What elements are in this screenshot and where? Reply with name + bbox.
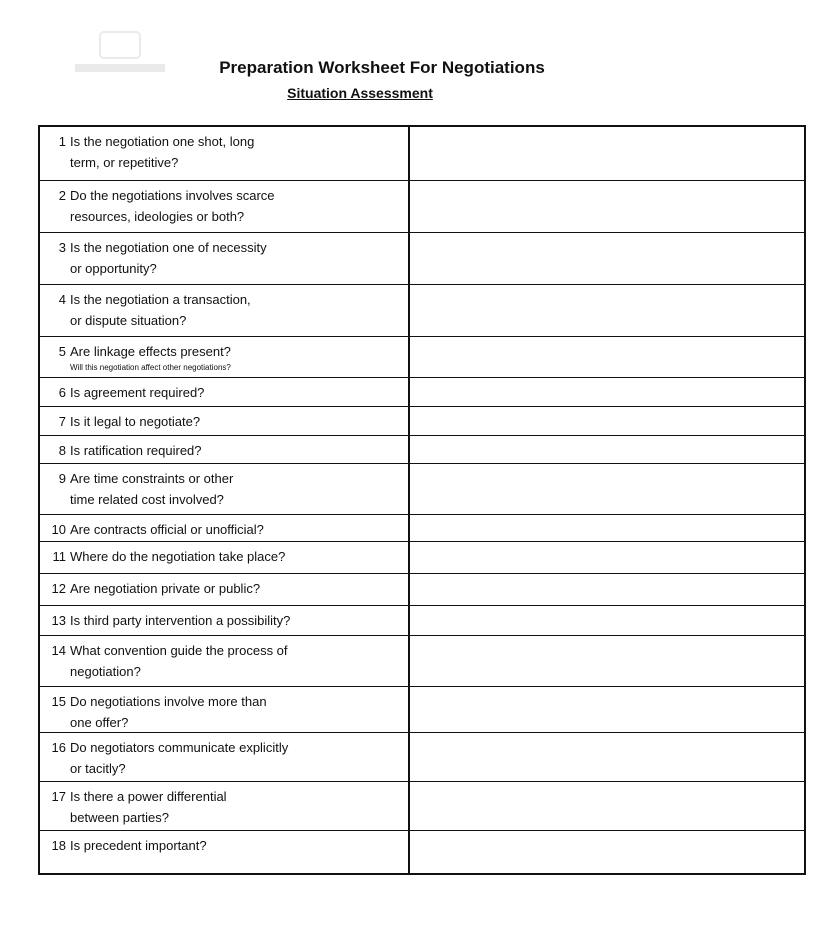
answer-cell[interactable]	[410, 782, 804, 830]
question-line: one offer?	[70, 715, 129, 730]
worksheet-table	[38, 125, 806, 875]
question-cell	[40, 542, 410, 573]
question-line: What convention guide the process of	[70, 643, 288, 658]
question-cell	[40, 606, 410, 635]
question-cell	[40, 733, 410, 781]
question-note: Will this negotiation affect other negotiations?	[70, 363, 231, 372]
answer-cell[interactable]	[410, 574, 804, 605]
table-row	[40, 635, 804, 686]
question-number: 5	[58, 344, 66, 359]
table-row	[40, 732, 804, 781]
question-number: 9	[58, 471, 66, 486]
table-row	[40, 180, 804, 232]
answer-cell[interactable]	[410, 733, 804, 781]
table-row	[40, 435, 804, 463]
question-line: Are time constraints or other	[70, 471, 234, 486]
question-number: 17	[51, 789, 66, 804]
table-row	[40, 284, 804, 336]
question-line: or dispute situation?	[70, 313, 187, 328]
question-number: 8	[58, 443, 66, 458]
page-title: Preparation Worksheet For Negotiations	[219, 58, 545, 77]
question-cell	[40, 574, 410, 605]
question-text	[70, 835, 408, 873]
question-text	[70, 341, 408, 377]
table-row	[40, 336, 804, 377]
question-line: Do negotiations involve more than	[70, 694, 267, 709]
question-text	[70, 185, 408, 232]
question-number: 16	[51, 740, 66, 755]
answer-cell[interactable]	[410, 687, 804, 732]
question-text	[70, 640, 408, 686]
table-row	[40, 514, 804, 541]
question-cell	[40, 181, 410, 232]
answer-cell[interactable]	[410, 285, 804, 336]
answer-cell[interactable]	[410, 233, 804, 284]
question-number: 4	[58, 292, 66, 307]
answer-cell[interactable]	[410, 831, 804, 873]
question-line: Is the negotiation one shot, long	[70, 134, 255, 149]
question-cell	[40, 782, 410, 830]
table-row	[40, 377, 804, 406]
question-line: Is agreement required?	[70, 385, 205, 400]
question-line: Is the negotiation a transaction,	[70, 292, 251, 307]
question-number: 18	[51, 838, 66, 853]
question-line: Are contracts official or unofficial?	[70, 522, 264, 537]
answer-cell[interactable]	[410, 436, 804, 463]
question-text	[70, 786, 408, 830]
question-line: negotiation?	[70, 664, 141, 679]
question-text	[70, 519, 408, 541]
question-line: term, or repetitive?	[70, 155, 179, 170]
answer-cell[interactable]	[410, 378, 804, 406]
question-line: or tacitly?	[70, 761, 126, 776]
question-cell	[40, 233, 410, 284]
question-number: 3	[58, 240, 66, 255]
question-number: 12	[51, 581, 66, 596]
table-row	[40, 127, 804, 180]
table-row	[40, 781, 804, 830]
question-text	[70, 691, 408, 732]
question-number: 7	[58, 414, 66, 429]
table-row	[40, 573, 804, 605]
question-number: 2	[58, 188, 66, 203]
question-line: Are linkage effects present?	[70, 344, 231, 359]
table-row	[40, 232, 804, 284]
answer-cell[interactable]	[410, 464, 804, 514]
answer-cell[interactable]	[410, 515, 804, 541]
question-line: Is third party intervention a possibility?	[70, 613, 291, 628]
question-text	[70, 578, 408, 605]
question-line: Do negotiators communicate explicitly	[70, 740, 289, 755]
page-subtitle: Situation Assessment	[287, 85, 433, 101]
table-row	[40, 463, 804, 514]
question-text	[70, 382, 408, 406]
question-line: or opportunity?	[70, 261, 157, 276]
question-cell	[40, 337, 410, 377]
question-cell	[40, 687, 410, 732]
question-number: 11	[52, 549, 66, 564]
question-line: Is it legal to negotiate?	[70, 414, 201, 429]
question-number: 15	[51, 694, 66, 709]
question-cell	[40, 285, 410, 336]
question-text	[70, 289, 408, 336]
question-cell	[40, 636, 410, 686]
question-text	[70, 546, 408, 573]
question-cell	[40, 464, 410, 514]
question-text	[70, 131, 408, 180]
table-row	[40, 541, 804, 573]
question-number: 13	[51, 613, 66, 628]
answer-cell[interactable]	[410, 407, 804, 435]
question-cell	[40, 127, 410, 180]
question-text	[70, 737, 408, 781]
question-text	[70, 411, 408, 435]
question-text	[70, 237, 408, 284]
table-row	[40, 406, 804, 435]
question-line: Is the negotiation one of necessity	[70, 240, 267, 255]
table-row	[40, 830, 804, 873]
question-line: Is ratification required?	[70, 443, 202, 458]
question-line: Are negotiation private or public?	[70, 581, 261, 596]
question-line: resources, ideologies or both?	[70, 209, 245, 224]
answer-cell[interactable]	[410, 606, 804, 635]
question-number: 1	[58, 134, 66, 149]
answer-cell[interactable]	[410, 337, 804, 377]
question-number: 6	[58, 385, 66, 400]
question-number: 14	[51, 643, 66, 658]
answer-cell[interactable]	[410, 181, 804, 232]
question-cell	[40, 407, 410, 435]
question-cell	[40, 436, 410, 463]
question-line: time related cost involved?	[70, 492, 224, 507]
question-text	[70, 610, 408, 635]
question-line: Where do the negotiation take place?	[70, 549, 286, 564]
question-line: Do the negotiations involves scarce	[70, 188, 275, 203]
question-text	[70, 440, 408, 463]
question-cell	[40, 378, 410, 406]
table-row	[40, 686, 804, 732]
question-line: between parties?	[70, 810, 170, 825]
question-cell	[40, 515, 410, 541]
question-line: Is there a power differential	[70, 789, 227, 804]
answer-cell[interactable]	[410, 542, 804, 573]
question-line: Is precedent important?	[70, 838, 207, 853]
table-row	[40, 605, 804, 635]
answer-cell[interactable]	[410, 127, 804, 180]
question-number: 10	[51, 522, 66, 537]
answer-cell[interactable]	[410, 636, 804, 686]
question-text	[70, 468, 408, 514]
question-cell	[40, 831, 410, 873]
